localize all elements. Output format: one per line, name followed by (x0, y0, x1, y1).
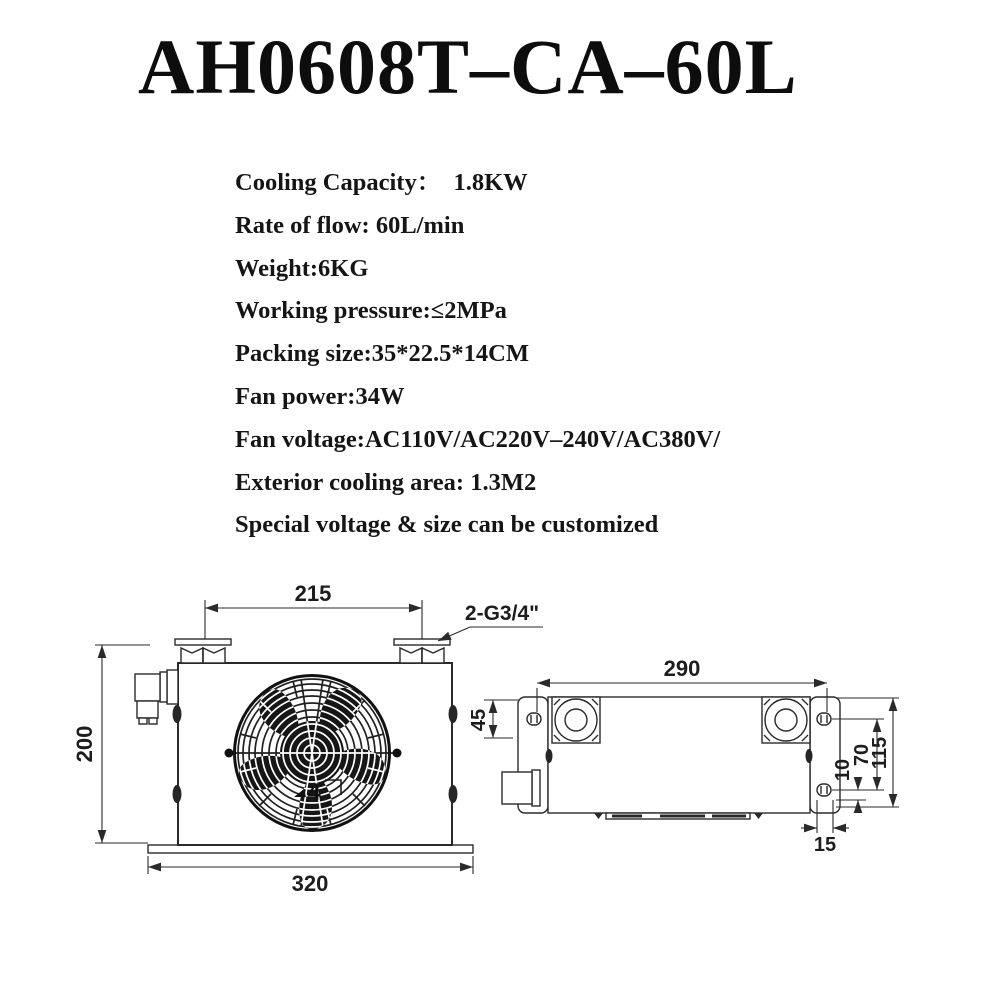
dim-115-label: 115 (869, 736, 891, 770)
front-view-drawing (72, 581, 543, 896)
spec-list (235, 162, 720, 547)
spec-fan-power: Fan power:34W (235, 382, 405, 410)
spec-customized-note: Special voltage & size can be customized (235, 511, 659, 539)
product-title: AH0608T–CA–60L (138, 23, 798, 110)
spec-packing-size: Packing size:35*22.5*14CM (235, 340, 529, 368)
dim-port-spacing (205, 581, 422, 639)
spec-weight: Weight:6KG (235, 254, 369, 282)
dim-215-label: 215 (294, 581, 332, 606)
spec-working-pressure: Working pressure:≤2MPa (235, 297, 507, 325)
dim-15-label: 15 (813, 834, 837, 856)
connector-side (502, 770, 540, 806)
port-left (175, 639, 231, 663)
thread-callout (438, 602, 543, 641)
port-flange-right (762, 697, 810, 743)
fan-part-label: 4 (307, 779, 321, 806)
thread-label: 2-G3/4" (464, 602, 540, 625)
port-flange-left (552, 697, 600, 743)
dim-70-label: 70 (851, 743, 873, 767)
dim-45-label: 45 (468, 708, 490, 732)
dim-10-label: 10 (832, 758, 854, 782)
port-right (394, 639, 450, 663)
top-view-drawing (468, 656, 899, 856)
dim-200-label: 200 (72, 725, 97, 763)
dim-flange-45 (468, 700, 519, 738)
spec-cooling-capacity: Cooling Capacity： 1.8KW (235, 169, 528, 196)
connector-front (135, 670, 178, 724)
bottom-feet (594, 813, 763, 819)
dim-320-label: 320 (291, 871, 329, 896)
spec-cooling-area: Exterior cooling area: 1.3M2 (235, 468, 537, 496)
spec-fan-voltage: Fan voltage:AC110V/AC220V–240V/AC380V/ (235, 425, 721, 453)
base-plate (148, 845, 473, 853)
dim-base-width (148, 856, 473, 896)
technical-drawings (0, 555, 1000, 975)
dim-290-label: 290 (663, 656, 701, 681)
spec-rate-of-flow: Rate of flow: 60L/min (235, 211, 465, 239)
